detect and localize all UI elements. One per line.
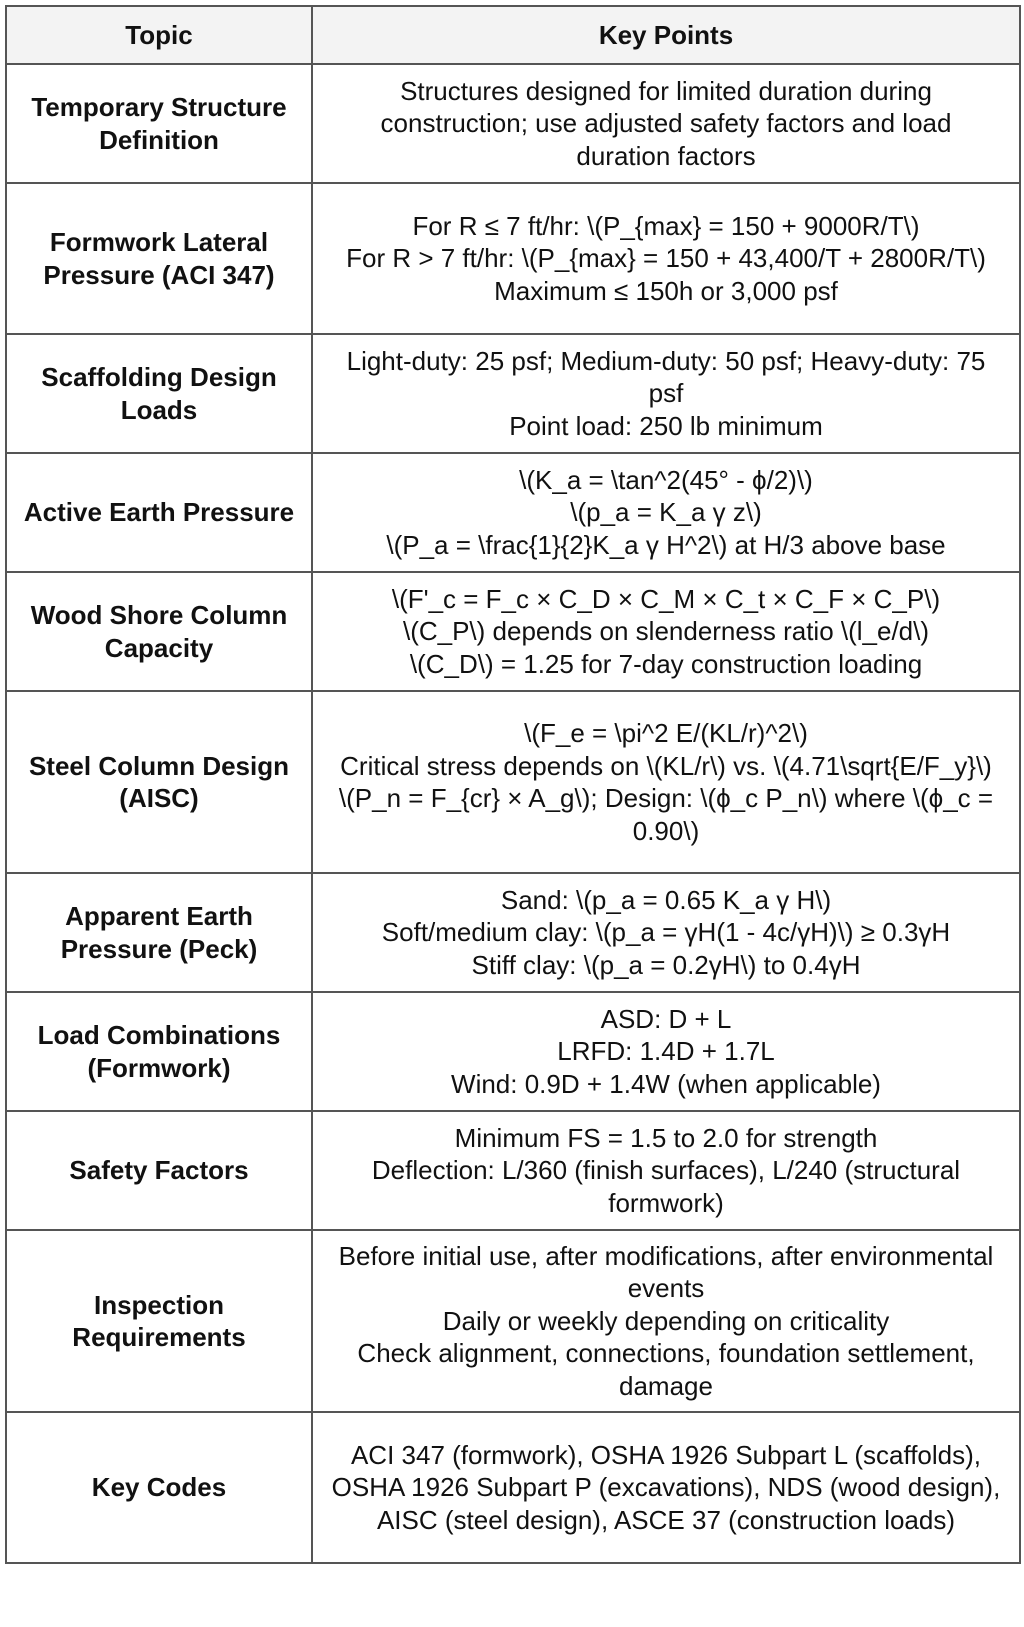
key-point-line: Deflection: L/360 (finish surfaces), L/240 (structural formwork) xyxy=(371,1155,961,1218)
row-topic: Inspection Requirements xyxy=(6,1230,312,1412)
key-point-line: \(C_P\) depends on slenderness ratio \(l_e/d\) xyxy=(402,616,930,647)
key-point-line: Maximum ≤ 150h or 3,000 psf xyxy=(494,275,838,306)
key-point-line: Stiff clay: \(p_a = 0.2γH\) to 0.4γH xyxy=(471,949,861,980)
key-point-line: Light-duty: 25 psf; Medium-duty: 50 psf; Heavy-duty: 75 psf xyxy=(346,345,986,409)
table-row xyxy=(6,1412,1020,1563)
row-key-points xyxy=(312,1111,1020,1230)
row-key-points xyxy=(312,1412,1020,1563)
key-point-line: LRFD: 1.4D + 1.7L xyxy=(557,1036,775,1067)
table-row xyxy=(6,183,1020,334)
table-container xyxy=(5,5,1019,1564)
table-row xyxy=(6,1111,1020,1230)
key-point-line: Before initial use, after modifications, after environmental events xyxy=(338,1240,994,1304)
table-row xyxy=(6,334,1020,453)
key-point-line: \(p_a = K_a γ z\) xyxy=(570,497,762,528)
header-key-points: Key Points xyxy=(312,6,1020,64)
key-point-line: Wind: 0.9D + 1.4W (when applicable) xyxy=(451,1068,881,1099)
row-topic: Apparent Earth Pressure (Peck) xyxy=(6,873,312,992)
table-row xyxy=(6,572,1020,691)
row-topic: Load Combinations (Formwork) xyxy=(6,992,312,1111)
table-row xyxy=(6,992,1020,1111)
key-point-line: ACI 347 (formwork), OSHA 1926 Subpart L (scaffolds), OSHA 1926 Subpart P (excavations), NDS (wood design), AISC (steel design), ASCE 37 (construction loads) xyxy=(331,1439,1001,1535)
key-point-line: Point load: 250 lb minimum xyxy=(509,410,823,441)
key-point-line: Minimum FS = 1.5 to 2.0 for strength xyxy=(454,1122,878,1153)
key-point-line: For R ≤ 7 ft/hr: \(P_{max} = 150 + 9000R/T\) xyxy=(412,210,920,241)
key-point-line: Critical stress depends on \(KL/r\) vs. \(4.71\sqrt{E/F_y}\) xyxy=(340,750,992,781)
row-topic: Formwork Lateral Pressure (ACI 347) xyxy=(6,183,312,334)
key-point-line: ASD: D + L xyxy=(600,1003,732,1034)
key-point-line: \(F'_c = F_c × C_D × C_M × C_t × C_F × C_P\) xyxy=(391,583,941,614)
key-point-line: Structures designed for limited duration during construction; use adjusted safety factors and load duration factors xyxy=(380,75,952,171)
header-topic: Topic xyxy=(6,6,312,64)
key-point-line: \(F_e = \pi^2 E/(KL/r)^2\) xyxy=(524,718,808,748)
row-topic: Key Codes xyxy=(6,1412,312,1563)
row-topic: Wood Shore Column Capacity xyxy=(6,572,312,691)
key-point-line: Sand: \(p_a = 0.65 K_a γ H\) xyxy=(500,884,832,915)
row-key-points xyxy=(312,183,1020,334)
key-point-line: Daily or weekly depending on criticality xyxy=(442,1305,890,1336)
row-topic: Temporary Structure Definition xyxy=(6,64,312,183)
key-point-line: \(K_a = \tan^2(45° - ϕ/2)\) xyxy=(519,464,813,495)
table-row xyxy=(6,873,1020,992)
row-key-points xyxy=(312,873,1020,992)
row-key-points xyxy=(312,64,1020,183)
row-topic: Safety Factors xyxy=(6,1111,312,1230)
key-point-line: \(P_a = \frac{1}{2}K_a γ H^2\) at H/3 above base xyxy=(386,529,946,560)
key-point-line: \(C_D\) = 1.25 for 7-day construction loading xyxy=(409,648,923,679)
key-point-line: Soft/medium clay: \(p_a = γH(1 - 4c/γH)\) ≥ 0.3γH xyxy=(381,917,951,948)
key-point-line: Check alignment, connections, foundation settlement, damage xyxy=(357,1338,975,1401)
key-point-line: \(P_n = F_{cr} × A_g\); Design: \(ϕ_c P_n\) where \(ϕ_c = 0.90\) xyxy=(338,783,994,846)
key-point-line: For R > 7 ft/hr: \(P_{max} = 150 + 43,400/T + 2800R/T\) xyxy=(346,243,986,274)
row-key-points xyxy=(312,334,1020,453)
row-key-points xyxy=(312,992,1020,1111)
row-topic: Active Earth Pressure xyxy=(6,453,312,572)
key-points-table xyxy=(5,5,1021,1564)
header-row xyxy=(6,6,1020,64)
row-key-points xyxy=(312,453,1020,572)
row-key-points xyxy=(312,1230,1020,1412)
row-topic: Scaffolding Design Loads xyxy=(6,334,312,453)
table-row xyxy=(6,691,1020,873)
table-row xyxy=(6,1230,1020,1412)
row-topic: Steel Column Design (AISC) xyxy=(6,691,312,873)
row-key-points xyxy=(312,572,1020,691)
row-key-points xyxy=(312,691,1020,873)
table-row xyxy=(6,64,1020,183)
table-row xyxy=(6,453,1020,572)
